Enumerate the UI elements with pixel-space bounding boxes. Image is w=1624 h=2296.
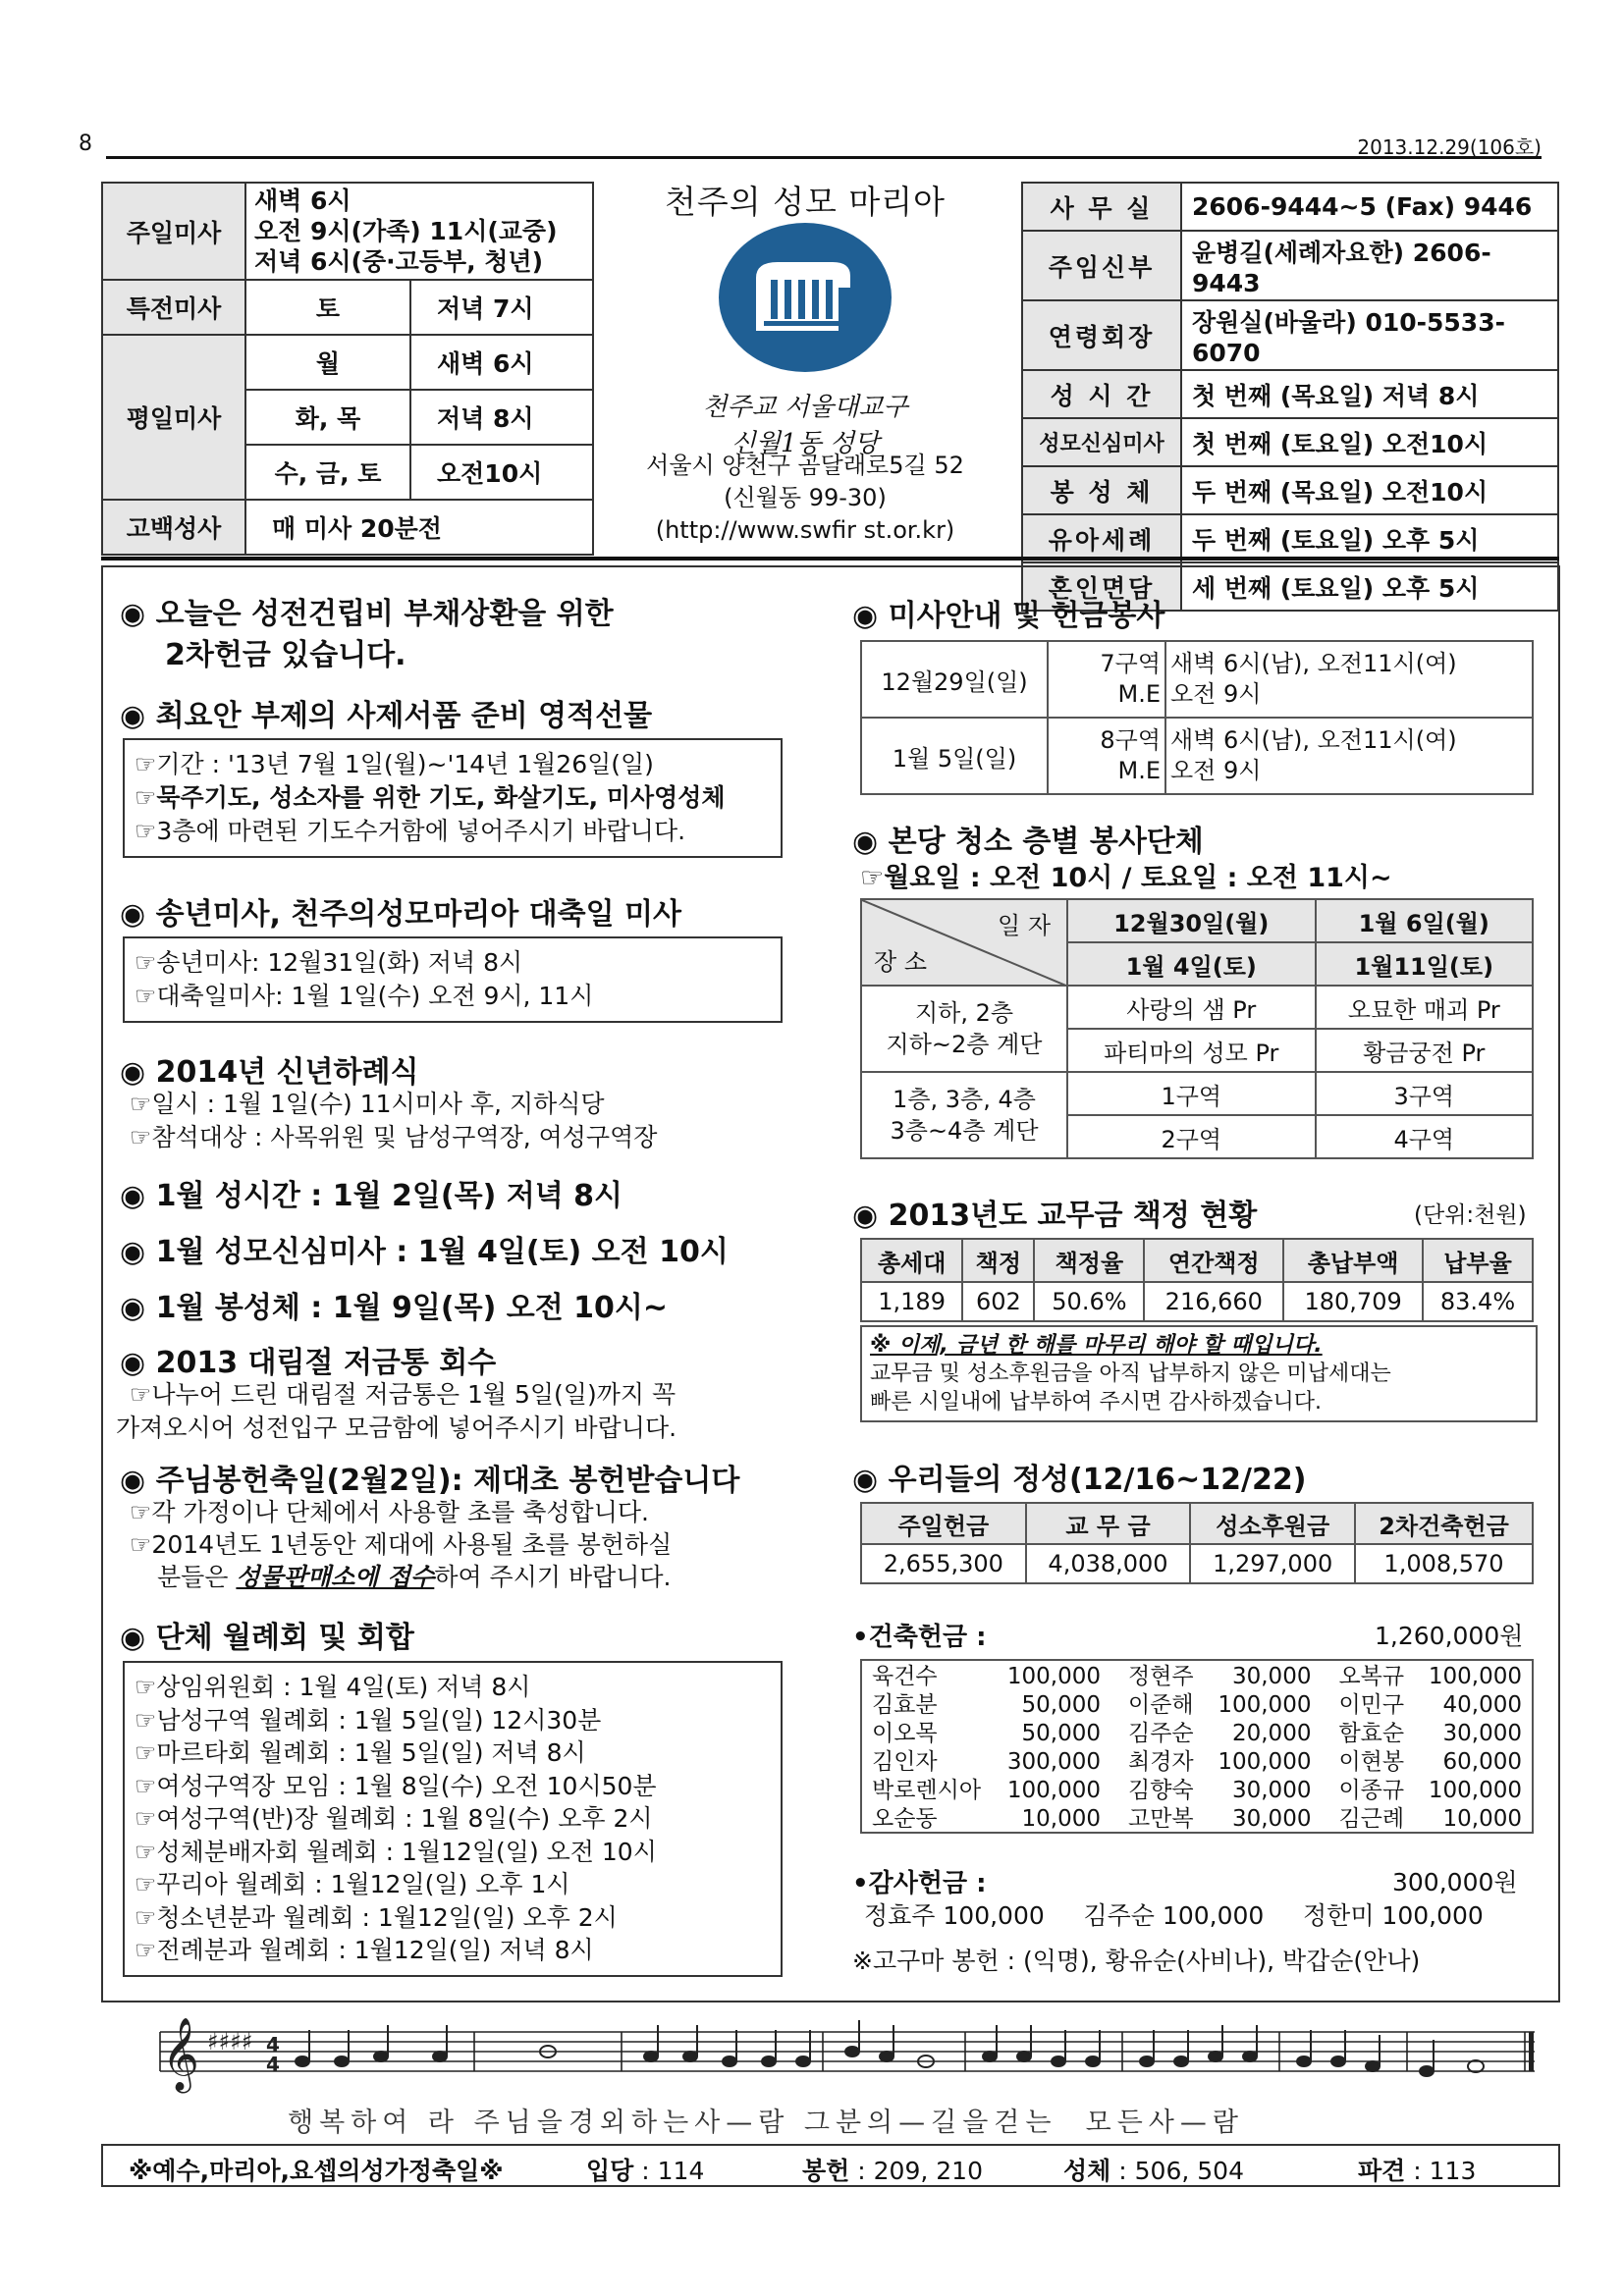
offertory-label: 봉헌 (802, 2157, 850, 2185)
thanks-offering-label: •감사헌금 : (852, 1869, 987, 1898)
offering-value: 4,038,000 (1026, 1544, 1191, 1583)
sunday-time-3: 저녁 6시(중·고등부, 청년) (254, 247, 543, 276)
notice-home-communion: ◉ 1월 봉성체 : 1월 9일(목) 오전 10시~ (120, 1291, 669, 1325)
svg-text:4: 4 (266, 2033, 280, 2056)
notice-yearend-mass-title: ◉ 송년미사, 천주의성모마리아 대축일 미사 (120, 897, 682, 932)
communion-label: 성체 (1063, 2157, 1111, 2185)
service-groups: 8구역 M.E (1048, 718, 1165, 794)
cleaning-date: 12월30일(월) (1067, 899, 1316, 942)
candlemas-emphasis: 성물판매소에 접수 (236, 1563, 435, 1591)
weekday-time: 오전10시 (410, 445, 593, 500)
tithe-header: 연간책정 (1144, 1239, 1283, 1282)
sweet-potato-offering: ※고구마 봉헌 : (익명), 황유순(사비나), 박갑순(안나) (852, 1947, 1421, 1975)
tithe-header: 총세대 (861, 1239, 962, 1282)
meeting-item: ☞남성구역 월례회 : 1월 5일(일) 12시30분 (135, 1705, 602, 1735)
notice-second-collection-line2: 2차헌금 있습니다. (165, 638, 406, 672)
service-groups: 7구역 M.E (1048, 641, 1165, 718)
meeting-item: ☞성체분배자회 월례회 : 1월12일(일) 오전 10시 (135, 1837, 657, 1866)
meeting-item: ☞마르타회 월례회 : 1월 5일(일) 저녁 8시 (135, 1738, 586, 1767)
donor-amount: 30,000 (1231, 1806, 1312, 1832)
donor-amount: 40,000 (1442, 1692, 1522, 1718)
feast-name: ※예수,마리아,요셉의성가정축일※ (129, 2157, 504, 2185)
donor-amount: 30,000 (1442, 1721, 1522, 1746)
tithe-note: 빠른 시일내에 납부하여 주시면 감사하겠습니다. (870, 1390, 1323, 1415)
info-label: 성 시 간 (1022, 370, 1181, 418)
music-staff-icon (101, 2002, 1558, 2101)
tithe-header: 총납부액 (1283, 1239, 1423, 1282)
building-donor-table (868, 1663, 1526, 1834)
info-value: 2606-9444~5 (Fax) 9446 (1181, 183, 1558, 231)
info-label: 주임신부 (1022, 231, 1181, 300)
donor-amount: 100,000 (1218, 1749, 1312, 1775)
tithe-title: ◉ 2013년도 교무금 책정 현황 (852, 1199, 1258, 1233)
ordination-box (123, 738, 783, 858)
offering-header: 성소후원금 (1190, 1503, 1355, 1544)
thanks-offering-total: 300,000원 (1392, 1868, 1518, 1896)
weekday-time: 새벽 6시 (410, 335, 593, 390)
parish-url: (http://www.swfir st.or.kr) (655, 516, 955, 544)
sunday-mass-times (245, 183, 593, 280)
hymn-score (101, 2002, 1558, 2136)
cleaning-group: 1구역 (1067, 1072, 1316, 1115)
donor-name: 육건수 (872, 1664, 938, 1689)
newyear-item: ☞일시 : 1월 1일(수) 11시미사 후, 지하식당 (130, 1090, 605, 1118)
cleaning-schedule: ☞월요일 : 오전 10시 / 토요일 : 오전 11시~ (860, 863, 1392, 893)
communion-value: 506, 504 (1134, 2157, 1244, 2185)
offering-value: 1,297,000 (1190, 1544, 1355, 1583)
dismissal-label: 파견 (1358, 2157, 1406, 2185)
donor-name: 이종규 (1338, 1778, 1405, 1803)
notice-marian-mass: ◉ 1월 성모신심미사 : 1월 4일(토) 오전 10시 (120, 1235, 729, 1269)
service-date: 12월29일(일) (861, 641, 1048, 718)
donor-amount: 10,000 (1021, 1806, 1101, 1832)
donor-amount: 100,000 (1428, 1778, 1522, 1803)
page-number: 8 (79, 132, 92, 156)
tithe-header: 납부율 (1423, 1239, 1533, 1282)
confession-value: 매 미사 20분전 (245, 500, 593, 555)
donor-name: 오순동 (872, 1806, 938, 1832)
contact-info-table (1021, 182, 1559, 612)
info-value: 윤병길(세례자요한) 2606-9443 (1181, 231, 1558, 300)
donor-name: 이준해 (1127, 1692, 1194, 1718)
donor-amount: 100,000 (1218, 1692, 1312, 1718)
donor-name: 이민구 (1338, 1692, 1405, 1718)
tithe-value: 50.6% (1034, 1282, 1144, 1321)
tithe-header: 책정 (962, 1239, 1034, 1282)
donor-name: 김향숙 (1127, 1778, 1194, 1803)
candlemas-line: ☞각 가정이나 단체에서 사용할 초를 축성합니다. (130, 1498, 649, 1526)
cleaning-group: 3구역 (1316, 1072, 1533, 1115)
offering-table (860, 1502, 1534, 1584)
cleaning-group: 2구역 (1067, 1115, 1316, 1158)
svg-text:4: 4 (266, 2053, 280, 2076)
tithe-note: 교무금 및 성소후원금을 아직 납부하지 않은 미납세대는 (870, 1362, 1391, 1386)
notice-ordination-title: ◉ 최요안 부제의 사제서품 준비 영적선물 (120, 699, 653, 733)
yearend-mass-box (123, 936, 783, 1023)
donor-amount: 100,000 (1428, 1664, 1522, 1689)
cleaning-group: 오묘한 매괴 Pr (1316, 986, 1533, 1029)
candlemas-line: ☞2014년도 1년동안 제대에 사용될 초를 봉헌하실 (130, 1530, 673, 1559)
service-times: 새벽 6시(남), 오전11시(여) 오전 9시 (1165, 641, 1533, 718)
donor-amount: 300,000 (1006, 1749, 1101, 1775)
mass-service-title: ◉ 미사안내 및 헌금봉사 (852, 599, 1165, 633)
donor-amount: 60,000 (1442, 1749, 1522, 1775)
entrance-label: 입당 (586, 2157, 634, 2185)
donor-amount: 20,000 (1231, 1721, 1312, 1746)
yearend-mass-item: ☞송년미사: 12월31일(화) 저녁 8시 (135, 948, 523, 977)
donor-name: 정현주 (1127, 1664, 1194, 1689)
candlemas-text: 하여 주시기 바랍니다. (434, 1563, 672, 1591)
header-date: 일 자 (998, 912, 1051, 939)
newyear-item: ☞참석대상 : 사목위원 및 남성구역장, 여성구역장 (130, 1123, 658, 1151)
service-times: 새벽 6시(남), 오전11시(여) 오전 9시 (1165, 718, 1533, 794)
cleaning-group: 파티마의 성모 Pr (1067, 1029, 1316, 1072)
yearend-mass-item: ☞대축일미사: 1월 1일(수) 오전 9시, 11시 (135, 982, 594, 1010)
info-value: 장원실(바울라) 010-5533-6070 (1181, 300, 1558, 370)
svg-text:𝄞: 𝄞 (162, 2018, 199, 2091)
meeting-item: ☞상임위원회 : 1월 4일(토) 저녁 8시 (135, 1673, 531, 1701)
signature-line-2: 신월1동 성당 (731, 429, 880, 458)
ordination-item: ☞3층에 마련된 기도수거함에 넣어주시기 바랍니다. (135, 817, 686, 845)
tithe-value: 1,189 (861, 1282, 962, 1321)
weekday-day: 월 (245, 335, 410, 390)
header-place: 장 소 (874, 948, 927, 976)
donor-amount: 10,000 (1442, 1806, 1522, 1832)
cleaning-title: ◉ 본당 청소 층별 봉사단체 (852, 825, 1204, 859)
cleaning-group: 황금궁전 Pr (1316, 1029, 1533, 1072)
donor-row (868, 1663, 1526, 1691)
mass-schedule-table (101, 182, 594, 556)
signature-line-1: 천주교 서울대교구 (702, 393, 908, 422)
donor-row (868, 1805, 1526, 1834)
cleaning-date: 1월 6일(월) (1316, 899, 1533, 942)
cleaning-header-corner (861, 899, 1067, 986)
info-label: 봉 성 체 (1022, 466, 1181, 514)
parish-signature (609, 387, 1001, 459)
tithe-unit: (단위:천원) (1414, 1202, 1527, 1228)
cleaning-date: 1월 4일(토) (1067, 942, 1316, 986)
donor-name: 김근례 (1338, 1806, 1405, 1832)
issue-date: 2013.12.29(106호) (1357, 135, 1542, 159)
newyear-details (130, 1088, 657, 1154)
donor-amount: 100,000 (1006, 1664, 1101, 1689)
cleaning-date: 1월11일(토) (1316, 942, 1533, 986)
tithe-header: 책정율 (1034, 1239, 1144, 1282)
notice-holy-hour: ◉ 1월 성시간 : 1월 2일(목) 저녁 8시 (120, 1179, 623, 1213)
donor-row (868, 1777, 1526, 1805)
info-label: 사 무 실 (1022, 183, 1181, 231)
donor-row (868, 1691, 1526, 1720)
notice-group-meetings-title: ◉ 단체 월례회 및 회합 (120, 1621, 414, 1655)
candlemas-details (130, 1496, 672, 1593)
donor-name: 김주순 (1127, 1721, 1194, 1746)
svg-text:♯♯♯♯: ♯♯♯♯ (207, 2028, 253, 2056)
donor-name: 이오목 (872, 1721, 938, 1746)
tithe-note: ※ 이제, 금년 한 해를 마무리 해야 할 때입니다. (870, 1333, 1323, 1358)
weekday-mass-label: 평일미사 (102, 335, 245, 500)
donor-amount: 50,000 (1021, 1721, 1101, 1746)
info-value: 두 번째 (토요일) 오후 5시 (1181, 514, 1558, 562)
notice-second-collection: ◉ 오늘은 성전건립비 부채상환을 위한 (120, 597, 614, 631)
donor-amount: 50,000 (1021, 1692, 1101, 1718)
offering-value: 1,008,570 (1355, 1544, 1533, 1583)
offering-title: ◉ 우리들의 정성(12/16~12/22) (852, 1463, 1307, 1497)
weekday-time: 저녁 8시 (410, 390, 593, 445)
parish-address (609, 450, 1001, 547)
dismissal-value: 113 (1429, 2157, 1477, 2185)
donor-amount: 30,000 (1231, 1778, 1312, 1803)
donor-name: 오복규 (1338, 1664, 1405, 1689)
parish-title: 천주의 성모 마리아 (664, 183, 946, 221)
tithe-table (860, 1238, 1534, 1322)
candlemas-line (130, 1561, 672, 1593)
sunday-time-1: 새벽 6시 (254, 187, 352, 215)
meeting-item: ☞여성구역장 모임 : 1월 8일(수) 오전 10시50분 (135, 1771, 657, 1800)
sunday-time-2: 오전 9시(가족) 11시(교중) (254, 217, 558, 245)
weekday-day: 화, 목 (245, 390, 410, 445)
thanks-offering-donors: 정효주 100,000 김주순 100,000 정한미 100,000 (864, 1901, 1484, 1930)
hymn-lyrics: 행복하여 라 주님을경외하는사—람 그분의—길을걷는 모든사—람 (288, 2108, 1244, 2138)
communion-hymn: 성체 : 506, 504 (1063, 2157, 1244, 2185)
notice-candlemas-title: ◉ 주님봉헌축일(2월2일): 제대초 봉헌받습니다 (120, 1464, 740, 1498)
advent-bank-line: ☞나누어 드린 대림절 저금통은 1월 5일(일)까지 꼭 (130, 1380, 677, 1409)
offering-header: 2차건축헌금 (1355, 1503, 1533, 1544)
info-label: 성모신심미사 (1022, 418, 1181, 466)
entrance-value: 114 (657, 2157, 705, 2185)
donor-name: 최경자 (1127, 1749, 1194, 1775)
weekday-day: 수, 금, 토 (245, 445, 410, 500)
tithe-note-box (860, 1325, 1538, 1422)
info-value: 첫 번째 (목요일) 저녁 8시 (1181, 370, 1558, 418)
info-label: 연령회장 (1022, 300, 1181, 370)
parish-logo-emblem (717, 221, 893, 373)
candlemas-text: 분들은 (157, 1563, 237, 1591)
cleaning-place: 지하, 2층 지하~2층 계단 (861, 986, 1067, 1072)
meeting-item: ☞여성구역(반)장 월례회 : 1월 8일(수) 오후 2시 (135, 1804, 653, 1833)
tithe-value: 602 (962, 1282, 1034, 1321)
meeting-item: ☞전례분과 월례회 : 1월12일(일) 저녁 8시 (135, 1936, 594, 1964)
building-fund-label: •건축헌금 : (852, 1623, 987, 1652)
donor-name: 함효순 (1338, 1721, 1405, 1746)
hymn-numbers-footer (101, 2144, 1560, 2187)
confession-label: 고백성사 (102, 500, 245, 555)
address-line-2: (신월동 99-30) (724, 484, 887, 511)
mass-service-table (860, 640, 1534, 795)
cleaning-group: 4구역 (1316, 1115, 1533, 1158)
donor-name: 김인자 (872, 1749, 938, 1775)
cleaning-place: 1층, 3층, 4층 3층~4층 계단 (861, 1072, 1067, 1158)
donor-row (868, 1748, 1526, 1777)
donor-row (868, 1720, 1526, 1748)
building-fund-total: 1,260,000원 (1375, 1622, 1524, 1650)
donor-name: 이현봉 (1338, 1749, 1405, 1775)
tithe-value: 83.4% (1423, 1282, 1533, 1321)
info-label: 혼인면담 (1022, 562, 1181, 611)
offertory-hymn: 봉헌 : 209, 210 (802, 2157, 983, 2185)
meeting-item: ☞청소년분과 월례회 : 1월12일(일) 오후 2시 (135, 1902, 618, 1932)
tithe-value: 216,660 (1144, 1282, 1283, 1321)
cleaning-table (860, 898, 1534, 1159)
building-fund-box (860, 1659, 1534, 1834)
offering-value: 2,655,300 (861, 1544, 1026, 1583)
notice-advent-bank-title: ◉ 2013 대림절 저금통 회수 (120, 1346, 497, 1380)
dismissal-hymn: 파견 : 113 (1358, 2157, 1477, 2185)
special-mass-label: 특전미사 (102, 280, 245, 335)
donor-name: 김효분 (872, 1692, 938, 1718)
ordination-item: ☞묵주기도, 성소자를 위한 기도, 화살기도, 미사영성체 (135, 783, 726, 812)
info-value: 세 번째 (토요일) 오후 5시 (1181, 562, 1558, 611)
info-value: 두 번째 (목요일) 오전10시 (1181, 466, 1558, 514)
advent-bank-line: 가져오시어 성전입구 모금함에 넣어주시기 바랍니다. (116, 1414, 677, 1442)
service-date: 1월 5일(일) (861, 718, 1048, 794)
tithe-value: 180,709 (1283, 1282, 1423, 1321)
group-meetings-box (123, 1661, 783, 1977)
donor-amount: 30,000 (1231, 1664, 1312, 1689)
notice-newyear-title: ◉ 2014년 신년하례식 (120, 1055, 419, 1090)
sunday-mass-label: 주일미사 (102, 183, 245, 280)
special-mass-time: 저녁 7시 (410, 280, 593, 335)
meeting-item: ☞꾸리아 월례회 : 1월12일(일) 오후 1시 (135, 1870, 570, 1898)
address-line-1: 서울시 양천구 곰달래로5길 52 (646, 452, 964, 479)
cleaning-group: 사랑의 샘 Pr (1067, 986, 1316, 1029)
info-value: 첫 번째 (토요일) 오전10시 (1181, 418, 1558, 466)
ordination-item: ☞기간 : '13년 7월 1일(월)~'14년 1월26일(일) (135, 750, 654, 778)
offering-header: 교 무 금 (1026, 1503, 1191, 1544)
donor-name: 박로렌시아 (872, 1778, 982, 1803)
offertory-value: 209, 210 (873, 2157, 983, 2185)
info-label: 유아세례 (1022, 514, 1181, 562)
offering-header: 주일헌금 (861, 1503, 1026, 1544)
donor-amount: 100,000 (1006, 1778, 1101, 1803)
donor-name: 고만복 (1127, 1806, 1194, 1832)
advent-bank-details (116, 1378, 677, 1445)
header-rule (106, 156, 1542, 159)
special-mass-day: 토 (245, 280, 410, 335)
entrance-hymn: 입당 : 114 (586, 2157, 705, 2185)
section-divider (101, 557, 1559, 561)
